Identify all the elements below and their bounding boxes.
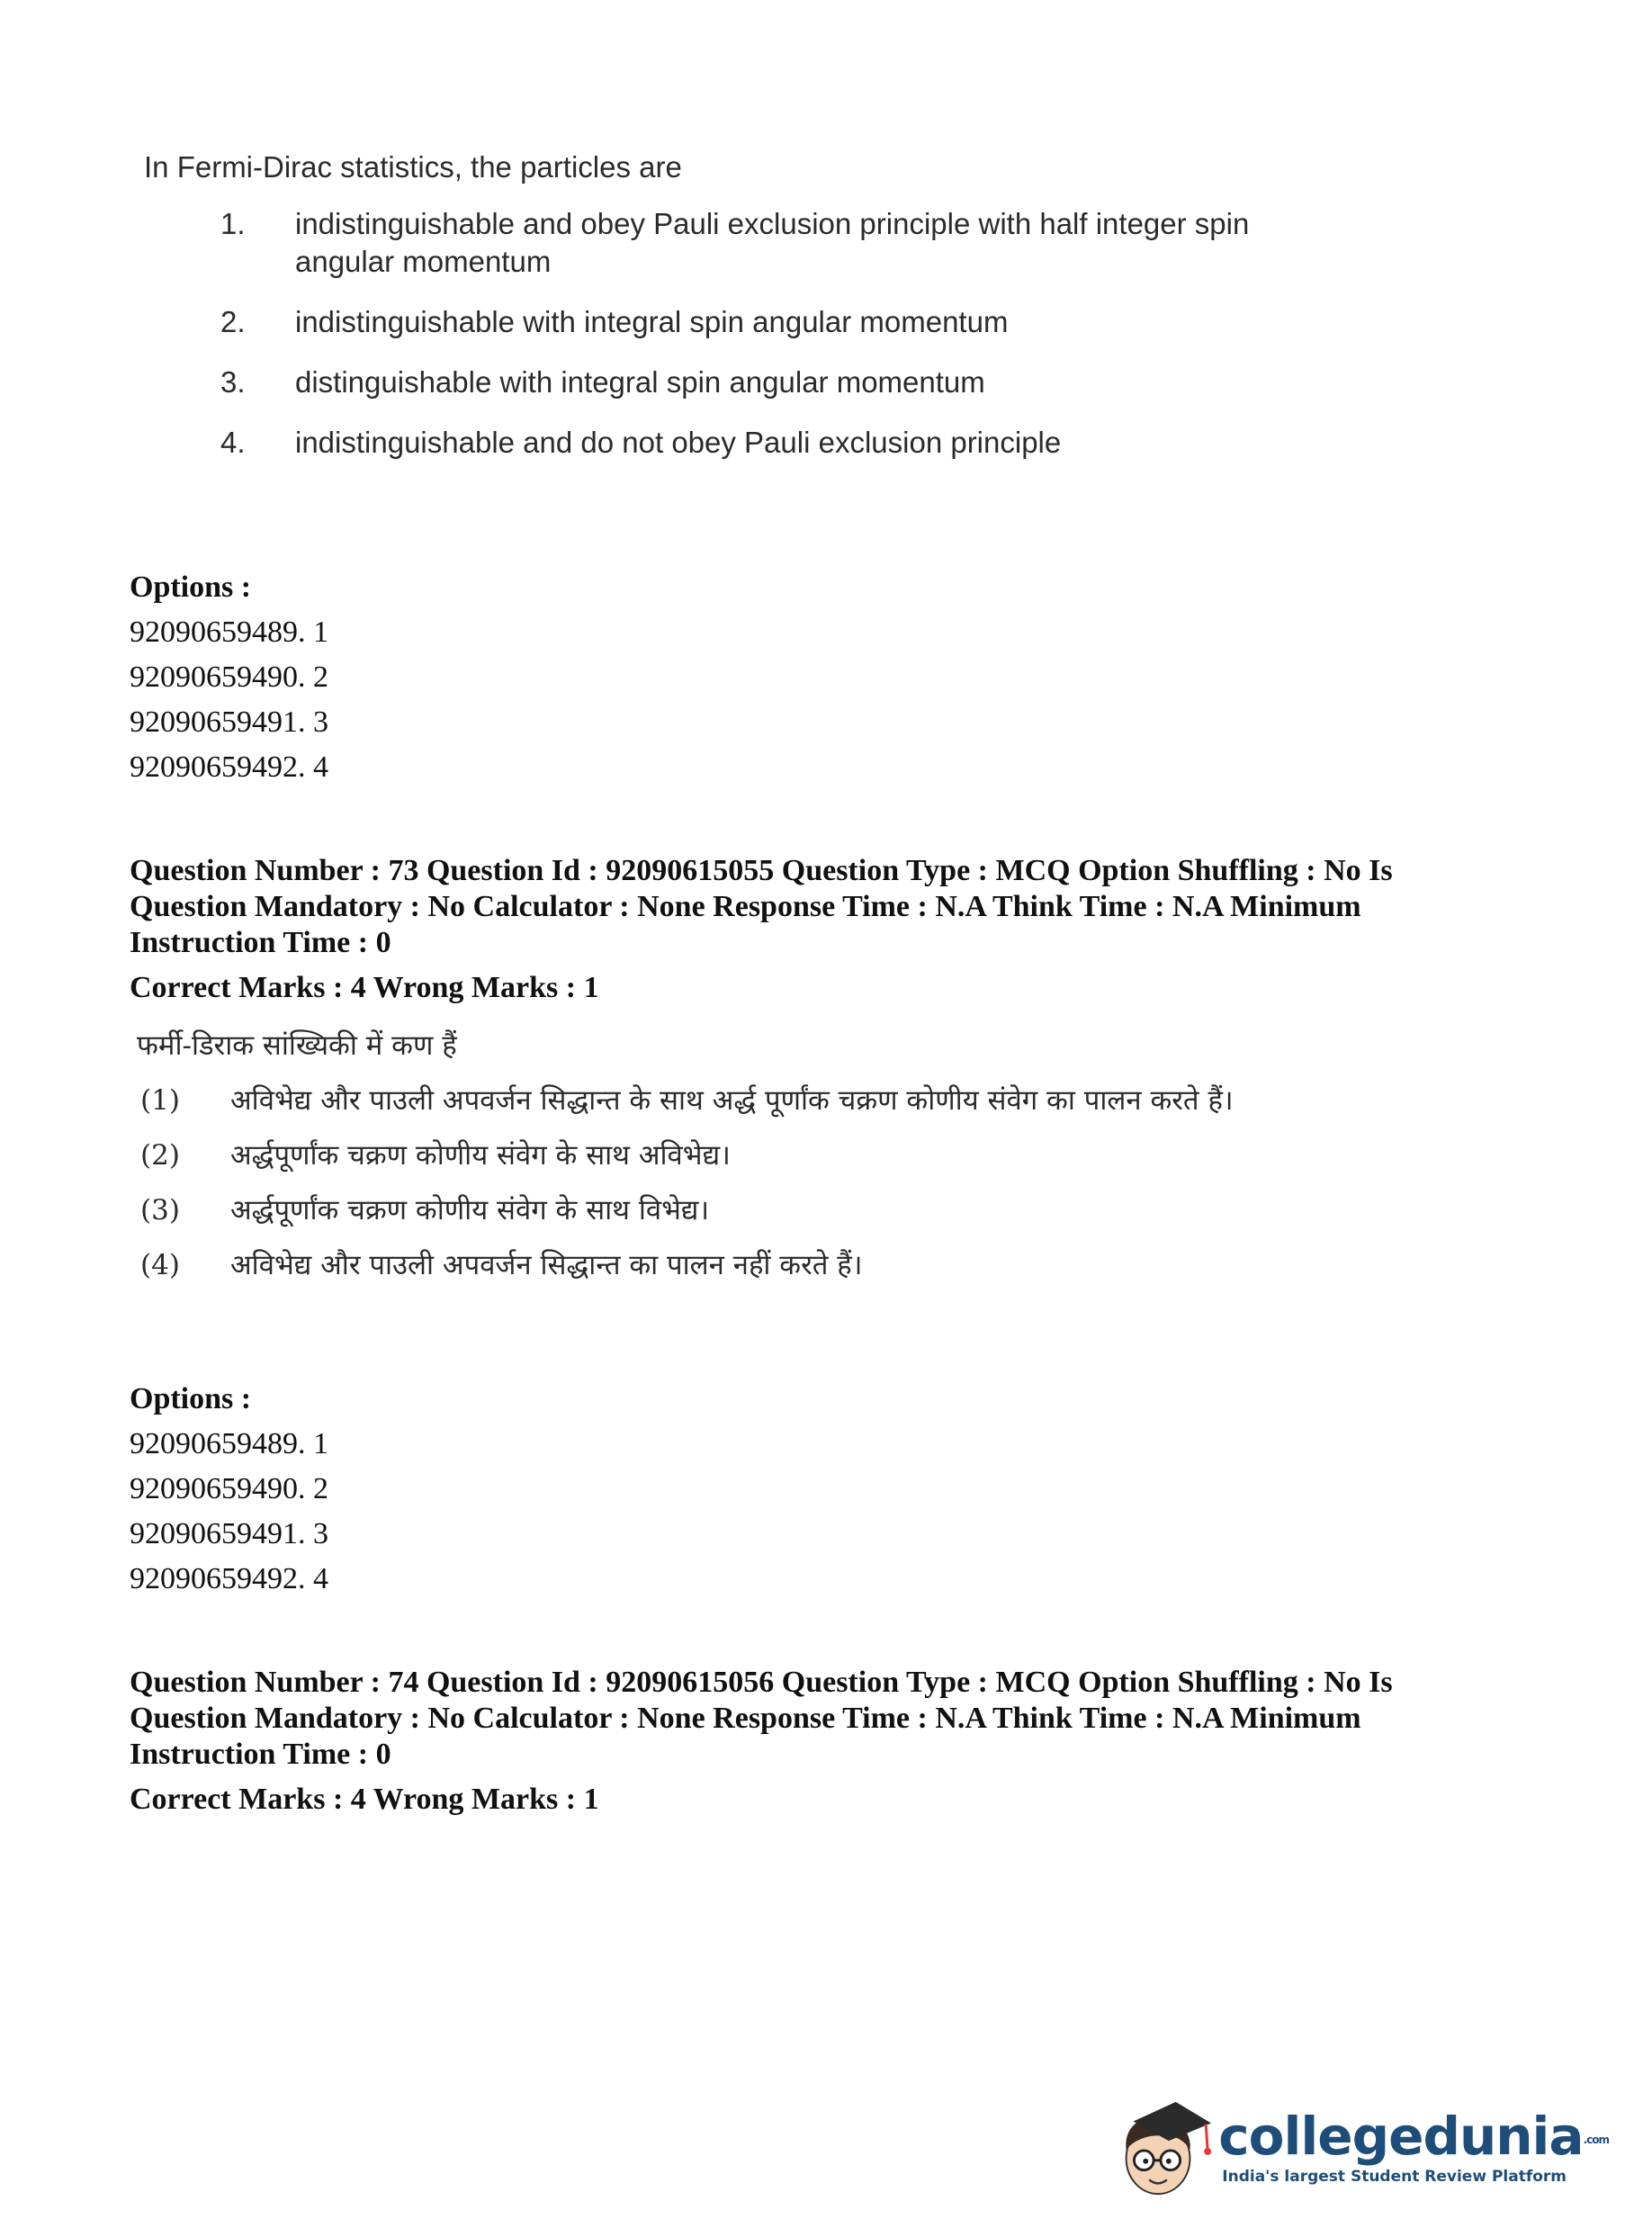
options-block [130,565,328,790]
choice-item [144,424,1285,461]
choice-text: indistinguishable and obey Pauli exclusion principle with half integer spin angular momentum [295,207,1250,278]
logo-wordmark [1218,2106,1609,2167]
question-header-line: Instruction Time : 0 [130,926,391,959]
student-mascot-icon [1107,2095,1213,2201]
choice-item [144,205,1285,280]
choice-text: distinguishable with integral spin angular momentum [295,365,985,399]
choice-list [137,1081,1391,1286]
choice-number: 1. [220,207,246,241]
choice-item [144,303,1285,340]
question-header-line: Question Mandatory : No Calculator : None Response Time : N.A Think Time : N.A Minimum [130,1702,1361,1735]
english-question [144,148,1285,485]
option-item: 92090659490. 2 [130,660,328,694]
options-label: Options : [130,1382,252,1415]
choice-text: अविभेद्य और पाउली अपवर्जन सिद्धान्त के साथ अर्द्ध पूर्णांक चक्रण कोणीय संवेग का पालन करते हैं। [230,1083,1234,1117]
options-label: Options : [130,570,252,604]
option-item: 92090659491. 3 [130,1516,328,1550]
question-marks: Correct Marks : 4 Wrong Marks : 1 [130,971,599,1004]
option-item: 92090659491. 3 [130,705,328,739]
question-marks: Correct Marks : 4 Wrong Marks : 1 [130,1783,599,1816]
option-item: 92090659490. 2 [130,1471,328,1505]
option-item: 92090659492. 4 [130,750,328,784]
choice-number: 4. [220,426,246,460]
question-header-line: Question Number : 73 Question Id : 92090615055 Question Type : MCQ Option Shuffling : No Is [130,854,1393,887]
choice-number: 3. [220,365,246,399]
choice-text: indistinguishable with integral spin angular momentum [295,304,1009,338]
logo-name: collegedunia [1218,2106,1584,2167]
question-header-line: Question Number : 74 Question Id : 92090615056 Question Type : MCQ Option Shuffling : No Is [130,1666,1393,1699]
question-stem: फर्मी-डिराक सांख्यिकी में कण हैं [137,1029,457,1062]
choice-item [137,1081,1391,1121]
choice-number: (4) [140,1248,180,1281]
choice-number: (2) [140,1138,180,1172]
choice-number: (1) [140,1083,180,1117]
choice-item [137,1190,1391,1231]
choice-item [144,364,1285,400]
question-header [130,1665,1497,1818]
option-item: 92090659489. 1 [130,1426,328,1460]
choice-text: अर्द्धपूर्णांक चक्रण कोणीय संवेग के साथ विभेद्य। [230,1193,710,1226]
choice-text: अर्द्धपूर्णांक चक्रण कोणीय संवेग के साथ अविभेद्य। [230,1138,731,1172]
question-header-line: Instruction Time : 0 [130,1738,391,1771]
choice-number: (3) [140,1193,180,1226]
question-header-line: Question Mandatory : No Calculator : None Response Time : N.A Think Time : N.A Minimum [130,890,1361,923]
question-stem: In Fermi-Dirac statistics, the particles are [144,150,682,184]
choice-list [144,205,1285,461]
choice-text: indistinguishable and do not obey Pauli exclusion principle [295,426,1062,460]
options-block [130,1377,328,1602]
collegedunia-logo [1107,2095,1609,2201]
question-header [130,853,1497,1006]
option-item: 92090659489. 1 [130,615,328,649]
choice-item [137,1245,1391,1286]
logo-suffix: .com [1583,2133,1609,2146]
choice-item [137,1136,1391,1176]
choice-number: 2. [220,304,246,338]
logo-tagline: India's largest Student Review Platform [1222,2168,1567,2186]
hindi-question [137,1026,1391,1300]
option-item: 92090659492. 4 [130,1561,328,1595]
choice-text: अविभेद्य और पाउली अपवर्जन सिद्धान्त का पालन नहीं करते हैं। [230,1248,863,1281]
logo-text [1218,2106,1609,2186]
